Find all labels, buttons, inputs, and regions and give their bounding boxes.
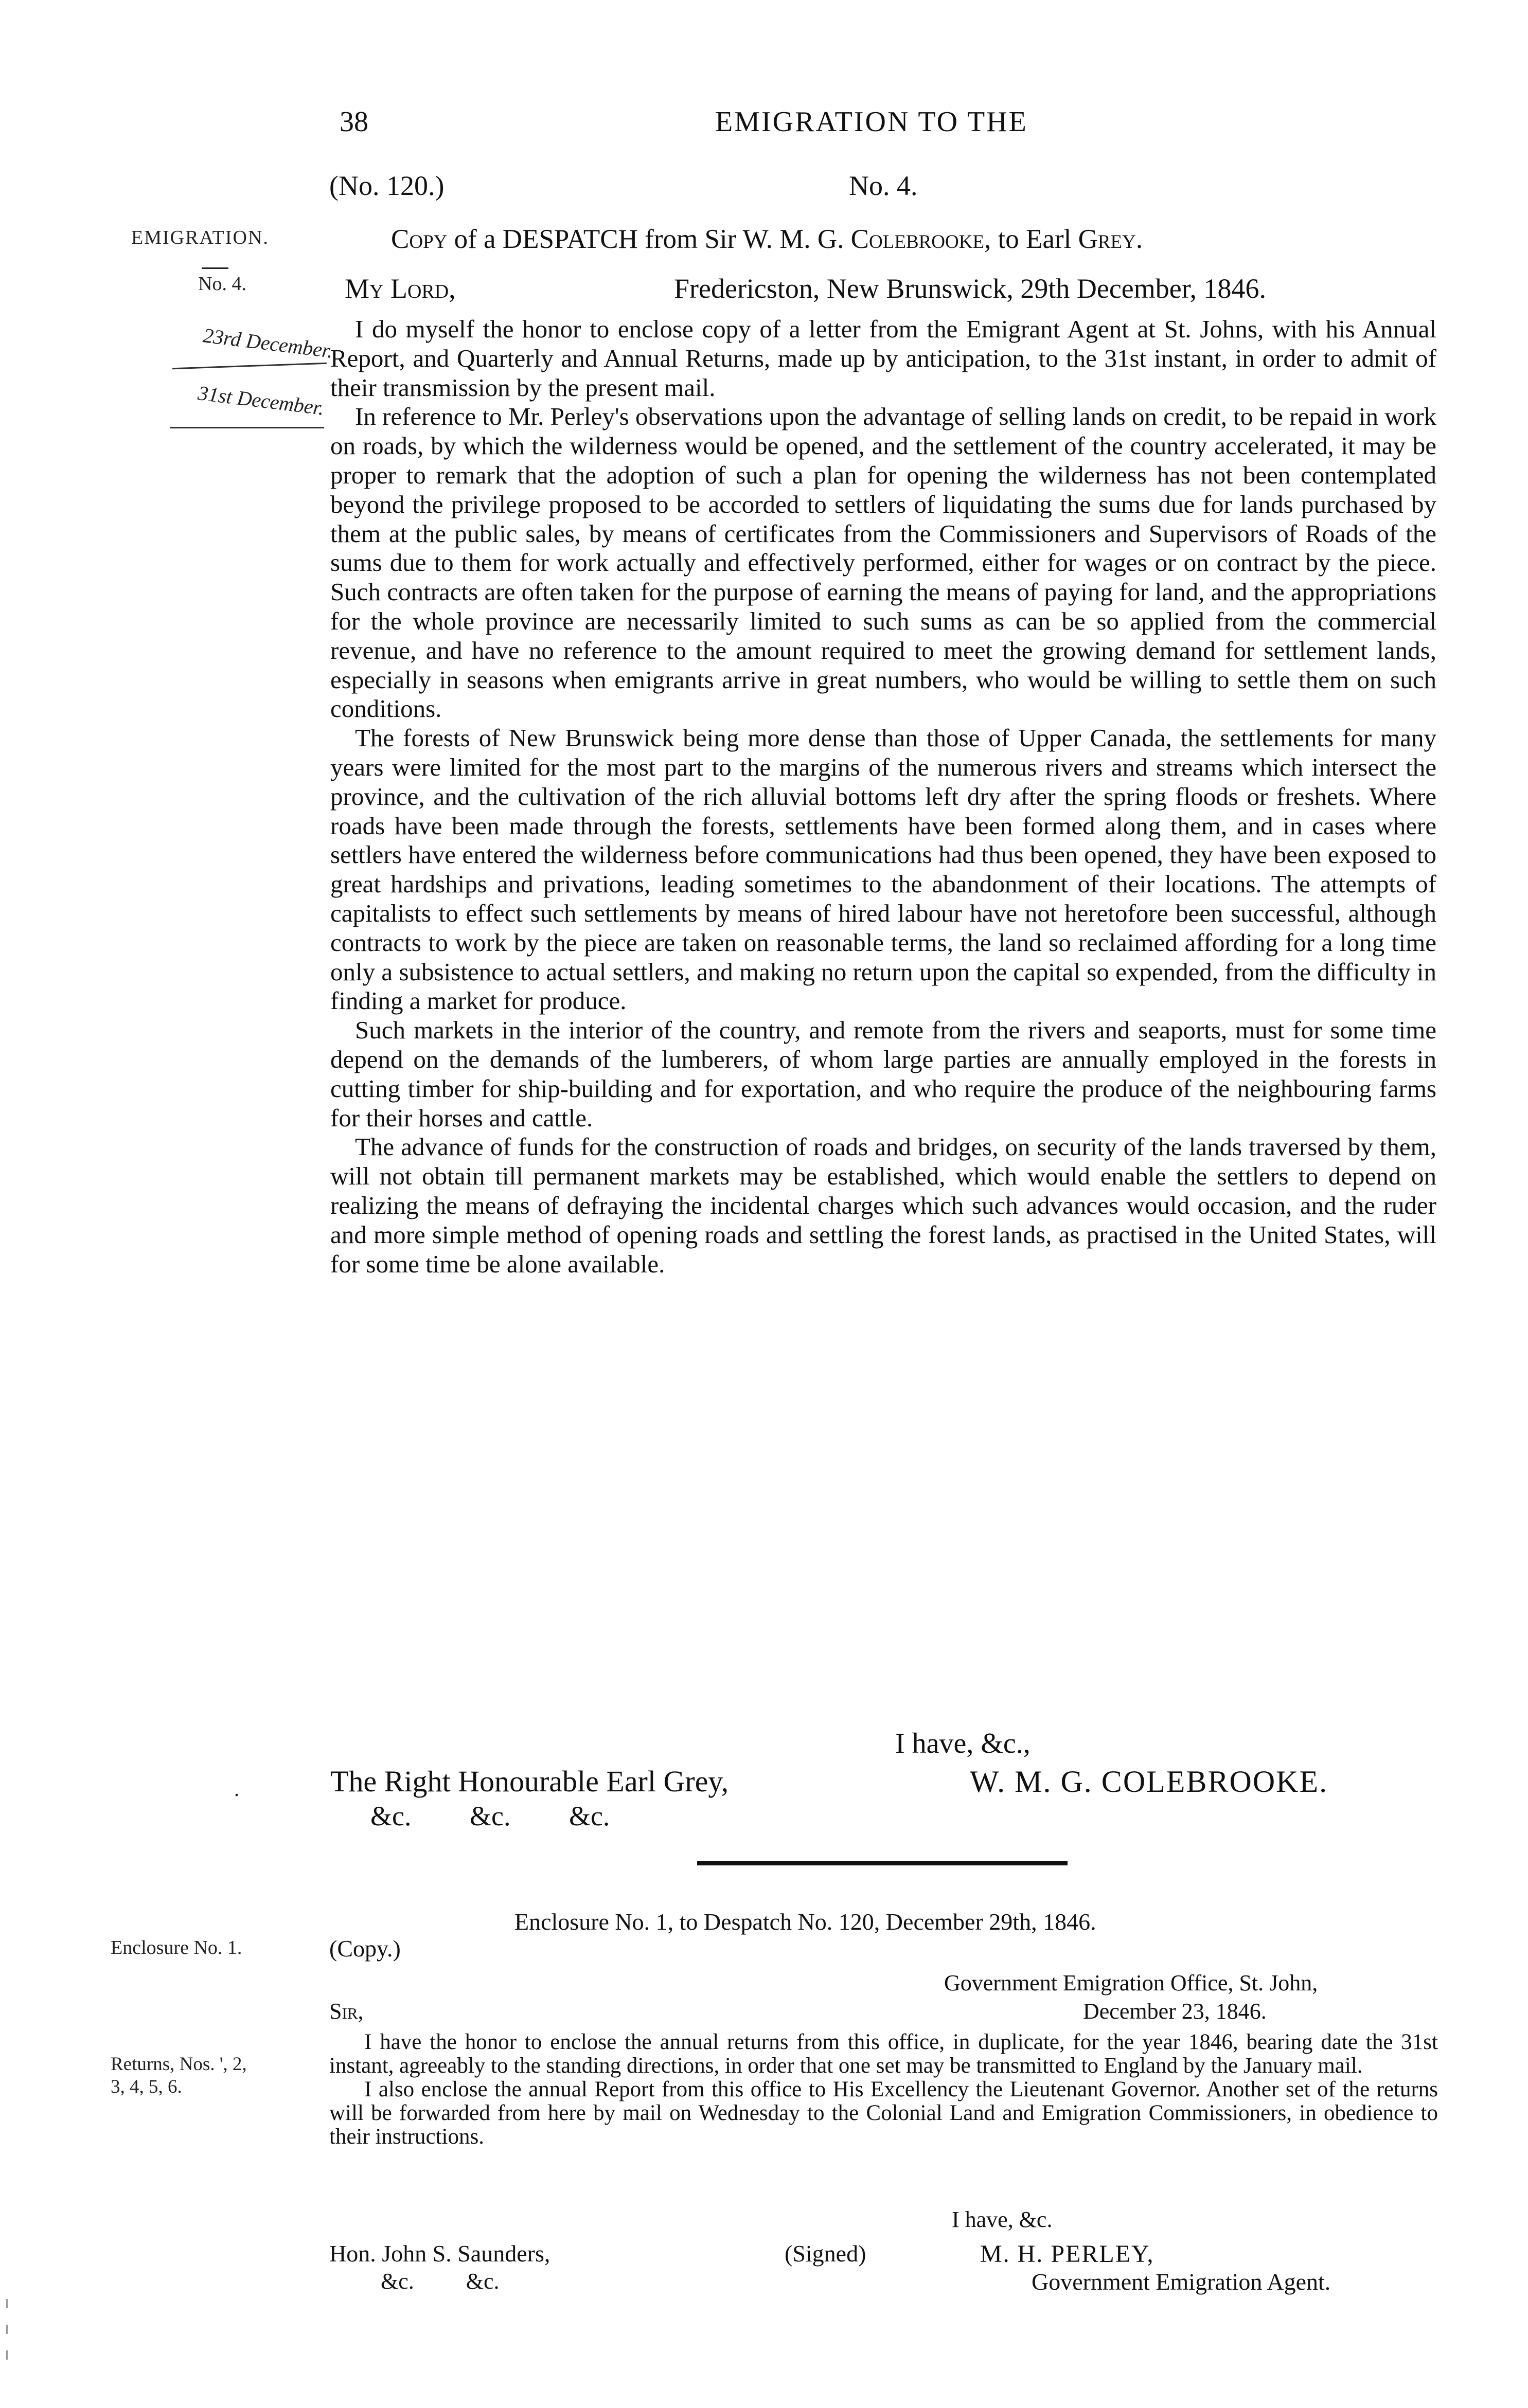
enclosure-office: Government Emigration Office, St. John, — [944, 1970, 1318, 1996]
enclosure-title: Enclosure No. 1, to Despatch No. 120, December 29th, 1846. — [514, 1909, 1096, 1935]
enclosure-recipient: Hon. John S. Saunders, — [329, 2240, 550, 2267]
signature: W. M. G. COLEBROOKE. — [970, 1765, 1328, 1799]
paragraph: I have the honor to enclose the annual returns from this office, in duplicate, for the year 1846, bearing date the 31st instant, agreeably to the standing directions, in order that one set may be transmitted to England by the January mail. — [329, 2030, 1438, 2078]
margin-date-sent: 31st December. — [197, 381, 326, 420]
returns-line: 3, 4, 5, 6. — [111, 2076, 182, 2097]
despatch-number-paren: (No. 120.) — [329, 170, 445, 201]
salutation: My Lord, — [345, 273, 456, 304]
enclosure-closing: I have, &c. — [952, 2207, 1053, 2232]
margin-rule — [202, 267, 228, 269]
paragraph: The advance of funds for the construction of roads and bridges, on security of the lands traversed by them, will not obtain till permanent markets may be established, which would enable the settlers to depend on realizing the means of defraying the incidental charges which such advances would occasion, and the ruder and more simple method of opening roads and settling the forest lands, as practised in the United States, will for some time be alone available. — [330, 1133, 1436, 1278]
title-name: Colebrooke — [850, 224, 985, 254]
paragraph: In reference to Mr. Perley's observations upon the advantage of selling lands on credit, to be repaid in work on roads, by which the wilderness would be opened, and the settlement of the country accelerated, it may be proper to remark that the adoption of such a plan for opening the wilderness has not been contemplated beyond the privilege proposed to be accorded to settlers of liquidating the sums due for lands purchased by them at the public sales, by means of certificates from the Commissioners and Supervisors of Roads of the sums due to them for work actually and effectively performed, either for wages or on contract by the piece. Such contracts are often taken for the purpose of earning the means of paying for land, and the appropriations for the whole province are necessarily limited to such sums as can be so applied from the commercial revenue, and have no reference to the amount required to meet the growing demand for settlement lands, especially in seasons when emigrants arrive in great numbers, who would be willing to settle them on such conditions. — [330, 402, 1436, 723]
enclosure-signatory-title: Government Emigration Agent. — [1032, 2269, 1331, 2295]
enclosure-date: December 23, 1846. — [1083, 1999, 1267, 2024]
enclosure-body — [329, 2030, 1438, 2149]
margin-returns-label — [111, 2053, 247, 2098]
margin-date-received: 23rd December. — [202, 324, 334, 363]
despatch-title — [391, 224, 1143, 255]
stray-dot: . — [234, 1777, 239, 1801]
scan-edge-mark — [6, 2325, 8, 2334]
margin-section-label: EMIGRATION. — [131, 227, 269, 248]
section-divider — [697, 1861, 1068, 1865]
paragraph: I also enclose the annual Report from this office to His Excellency the Lieutenant Governor. Another set of the returns will be forwarded from here by mail on Wednesday to the Colonial Land and Emigration Commissioners, in obedience to their instructions. — [329, 2077, 1438, 2149]
paragraph: The forests of New Brunswick being more dense than those of Upper Canada, the settlements for many years were limited for the most part to the margins of the numerous rivers and streams which intersect the province, and the cultivation of the rich alluvial bottoms left dry after the spring floods or freshets. Where roads have been made through the forests, settlements have been formed along them, and in cases where settlers have entered the wilderness before communications had thus been opened, they have been exposed to great hardships and privations, leading sometimes to the abandonment of their locations. The attempts of capitalists to effect such settlements by means of hired labour have not heretofore been successful, although contracts to work by the piece are taken on reasonable terms, the land so reclaimed affording for a long time only a subsistence to actual settlers, and making no return upon the capital so expended, from the difficulty in finding a market for produce. — [330, 724, 1436, 1015]
addressee-etc: &c. &c. &c. — [370, 1801, 610, 1831]
margin-enclosure-label: Enclosure No. 1. — [111, 1937, 242, 1958]
margin-despatch-number: No. 4. — [198, 273, 246, 295]
margin-date-rule — [172, 363, 327, 369]
page-number: 38 — [340, 106, 368, 138]
margin-date-rule — [170, 427, 324, 428]
returns-line: Returns, Nos. ', 2, — [111, 2054, 247, 2075]
enclosure-salutation: Sir, — [329, 1999, 364, 2024]
title-to: , to Earl — [984, 224, 1078, 254]
title-end: . — [1135, 224, 1143, 254]
enclosure-recipient-etc: &c. &c. — [381, 2269, 500, 2294]
paragraph: Such markets in the interior of the country, and remote from the rivers and seaports, must for some time depend on the demands of the lumberers, of whom large parties are annually employed in the forests in cutting timber for ship-building and for exportation, and who require the produce of the neighbouring farms for their horses and cattle. — [330, 1016, 1436, 1132]
scan-edge-mark — [6, 2350, 8, 2360]
scan-edge-mark — [6, 2299, 8, 2308]
addressee: The Right Honourable Earl Grey, — [330, 1765, 729, 1798]
paragraph: I do myself the honor to enclose copy of a letter from the Emigrant Agent at St. Johns, with his Annual Report, and Quarterly and Annual Returns, made up by anticipation, to the 31st instant, in order to admit of their transmission by the present mail. — [330, 315, 1436, 402]
title-grey: Grey — [1078, 224, 1136, 254]
despatch-body — [330, 315, 1436, 1279]
running-head: EMIGRATION TO THE — [715, 106, 1028, 138]
signed-label: (Signed) — [785, 2240, 866, 2267]
closing: I have, &c., — [895, 1728, 1030, 1759]
enclosure-signatory: M. H. PERLEY, — [980, 2240, 1154, 2268]
enclosure-copy-label: (Copy.) — [329, 1935, 401, 1962]
title-mid: of a DESPATCH from Sir W. M. G. — [447, 224, 851, 254]
title-copy: Copy — [391, 224, 448, 254]
despatch-number: No. 4. — [849, 170, 918, 201]
place-date: Fredericston, New Brunswick, 29th December, 1846. — [674, 273, 1267, 304]
